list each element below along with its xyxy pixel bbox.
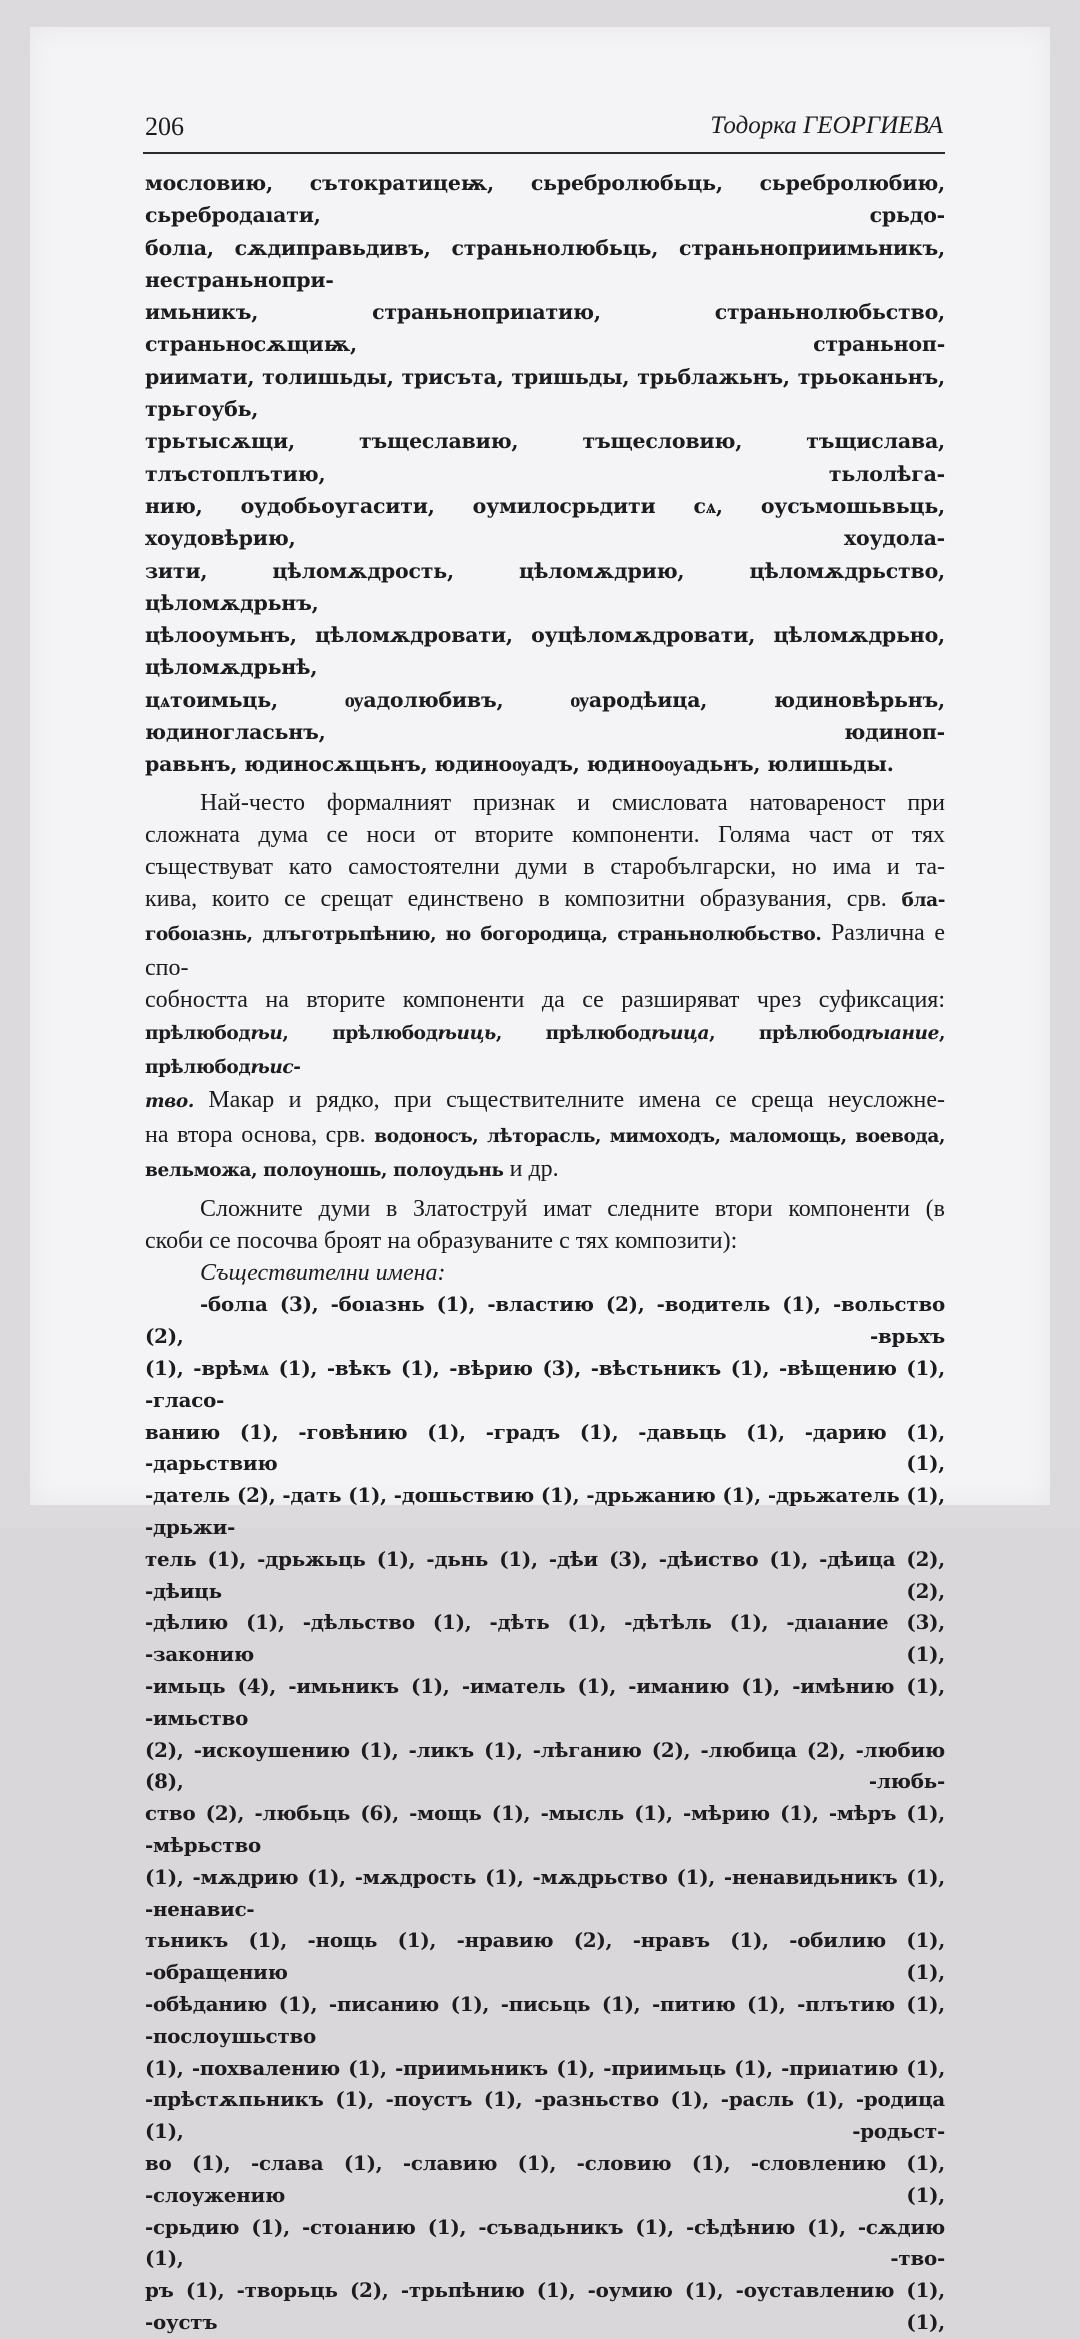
- list-line: ръ (1), -творьць (2), -трьпѣнию (1), -оумию (1), -оуставлению (1), -оустъ (1),: [145, 2278, 945, 2334]
- list-line: -дѣлию (1), -дѣльство (1), -дѣть (1), -дѣтѣль (1), -дıаıание (3), -законию (1),: [145, 1610, 945, 1667]
- list-line: болıа, сѫдиправьдивъ, страньнолюбьць, страньноприимьникъ, нестраньнопри-: [145, 235, 945, 292]
- list-line: нию, оудобьоугасити, оумилосрьдити сѧ, оусъмошьвьць, хоудовѣрию, хоудола-: [145, 493, 945, 551]
- text-line: собността на вторите компоненти да се разширяват чрез суфиксация:: [145, 986, 945, 1013]
- list-line: (1), -похвалению (1), -приимьникъ (1), -приимьць (1), -приıатию (1),: [145, 2055, 945, 2080]
- list-line: цѣлооумьнъ, цѣломѫдровати, оуцѣломѫдровати, цѣломѫдрьно, цѣломѫдрьнѣ,: [145, 623, 945, 680]
- subheading-nouns: Съществителни имена:: [200, 1260, 446, 1287]
- text-line: Най-често формалният признак и смисловата натовареност при: [200, 789, 945, 816]
- compound-word-list-2: [145, 1289, 945, 2338]
- list-line: -обѣданию (1), -писанию (1), -письць (1), -питию (1), -плътию (1), -послоушьство: [145, 1992, 945, 2048]
- text-line: вельможа, полоуношь, полоудьнь и др.: [145, 1155, 559, 1182]
- list-line: -срьдию (1), -стоıанию (1), -съвадьникъ (1), -сѣдѣнию (1), -сѫдию (1), -тво-: [145, 2214, 945, 2271]
- page-body: [145, 167, 945, 2339]
- running-head: Тодорка ГЕОРГИЕВА: [710, 112, 943, 139]
- header-rule: [143, 152, 945, 154]
- text-line: скоби се посочва броят на образуваните с тях композити):: [145, 1228, 738, 1255]
- list-line: равьнъ, юдиносѫщьнъ, юдиноѹадъ, юдиноѹадьнъ, юлишьды.: [145, 752, 894, 777]
- text-line: съществуват като самостоятелни думи в старобългарски, но има и та-: [145, 854, 945, 881]
- text-line: сложната дума се носи от вторите компоненти. Голяма част от тях: [145, 821, 945, 848]
- suffix-examples-line: прѣлюбодѣи, прѣлюбодѣиць, прѣлюбодѣица, прѣлюбодѣıание, прѣлюбодѣис-: [145, 1023, 946, 1079]
- list-line: -имьць (4), -имьникъ (1), -иматель (1), -иманию (1), -имѣнию (1), -имьство: [145, 1674, 945, 1730]
- list-line: тьникъ (1), -нощь (1), -нравию (2), -нравъ (1), -обилию (1), -обращению (1),: [145, 1928, 945, 1985]
- compound-word-list-1: [145, 167, 945, 781]
- list-line: -прѣстѫпьникъ (1), -поустъ (1), -разньство (1), -расль (1), -родица (1), -родьст-: [145, 2087, 945, 2144]
- text-line: тво. Макар и рядко, при съществителните имена се среща неусложне-: [145, 1087, 945, 1114]
- list-line: (1), -врѣмѧ (1), -вѣкъ (1), -вѣрию (3), -вѣстьникъ (1), -вѣщению (1), -гласо-: [145, 1356, 945, 1412]
- list-line: -датель (2), -дать (1), -дошьствию (1), -дрьжанию (1), -дрьжатель (1), -дрьжи-: [145, 1483, 945, 1540]
- list-line: трьтысѫщи, тъщеславию, тъщесловию, тъщислава, тлъстоплътию, тьлолѣга-: [145, 429, 945, 486]
- paragraph-intro-list: [145, 1193, 945, 1257]
- text-line: на втора основа, срв. водоносъ, лѣторасль, мимоходъ, маломощь, воевода,: [145, 1121, 945, 1148]
- list-line: во (1), -слава (1), -славию (1), -словию (1), -словлению (1), -слоужению (1),: [145, 2151, 945, 2207]
- list-line: ванию (1), -говѣнию (1), -градъ (1), -давьць (1), -дарию (1), -дарьствию (1),: [145, 1419, 945, 1476]
- list-line: тель (1), -дрьжьць (1), -дьнь (1), -дѣи (3), -дѣиство (1), -дѣица (2), -дѣиць (2),: [145, 1546, 945, 1603]
- list-line: (1), -мѫдрию (1), -мѫдрость (1), -мѫдрьство (1), -ненавидьникъ (1), -ненавис-: [145, 1864, 945, 1921]
- text-line: Сложните думи в Златоструй имат следните втори компоненти (в: [200, 1196, 945, 1223]
- page-number: 206: [145, 112, 184, 141]
- text-line: кива, които се срещат единствено в композитни образувания, срв. бла-: [145, 886, 945, 913]
- list-line: цѧтоимьць, ѹадолюбивъ, ѹародѣица, юдиновѣрьнъ, юдиногласьнъ, юдиноп-: [145, 687, 945, 745]
- page-header: [143, 112, 943, 150]
- list-line: риимати, толишьды, трисъта, тришьды, трьблажьнъ, трьоканьнъ, трьгоубь,: [145, 364, 945, 422]
- list-line: (2), -искоушению (1), -ликъ (1), -лѣганию (2), -любица (2), -любию (8), -любь-: [145, 1737, 945, 1794]
- list-line: мословию, сътократицеѭ, сьребролюбьць, сьребролюбию, сьребродаıати, срьдо-: [145, 171, 945, 228]
- list-line: -болıа (3), -боıазнь (1), -властию (2), -водитель (1), -вольство (2), -врьхъ: [145, 1292, 945, 1349]
- list-line: имьникъ, страньноприıатию, страньнолюбьство, страньносѫщиѭ, страньноп-: [145, 300, 945, 357]
- list-line: зити, цѣломѫдрость, цѣломѫдрию, цѣломѫдрьство, цѣломѫдрьнъ,: [145, 558, 945, 615]
- text-line: гобоıазнь, длъготрьпѣнию, но богородица, страньнолюбьство. Различна е спо-: [145, 920, 946, 981]
- paragraph-second-components: [145, 787, 945, 1187]
- list-line: ство (2), -любьць (6), -мощь (1), -мысль (1), -мѣрию (1), -мѣръ (1), -мѣрьство: [145, 1801, 945, 1858]
